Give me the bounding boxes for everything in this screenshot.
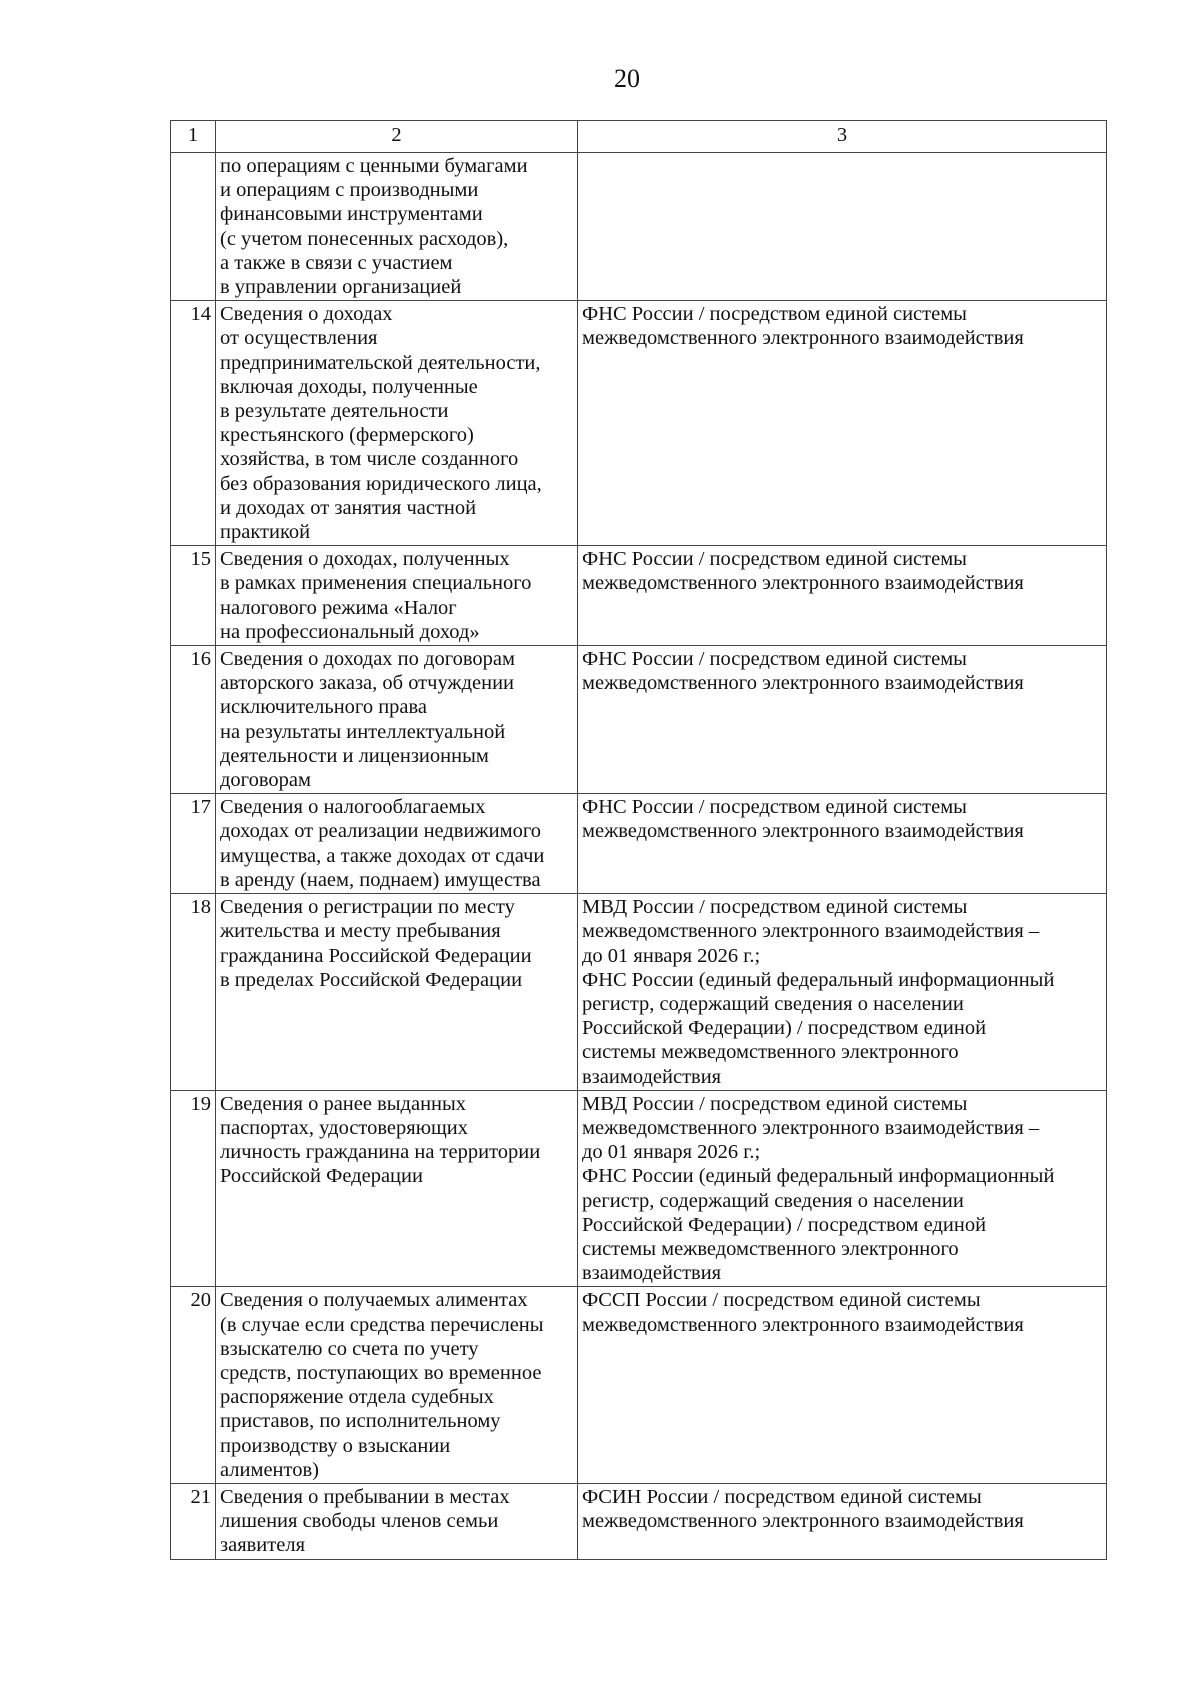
table-row (171, 1287, 1107, 1484)
source-line: регистр, содержащий сведения о населении (582, 1189, 964, 1212)
description-line: Сведения о доходах (220, 303, 393, 326)
description-line: (в случае если средства перечислены (220, 1313, 544, 1336)
source-line: Российской Федерации) / посредством единой (582, 1213, 987, 1236)
row-source (578, 1287, 1107, 1484)
table-row (171, 301, 1107, 546)
row-description (216, 1090, 578, 1287)
row-description (216, 301, 578, 546)
description-line: на профессиональный доход» (220, 620, 480, 643)
source-line: системы межведомственного электронного (582, 1237, 959, 1260)
table-row (171, 1483, 1107, 1559)
description-line: жительства и месту пребывания (220, 920, 501, 943)
row-source (578, 646, 1107, 794)
header-cell-source: 3 (578, 121, 1107, 153)
source-line: МВД России / посредством единой системы (582, 896, 968, 919)
description-line: (с учетом понесенных расходов), (220, 227, 509, 250)
table-row (171, 153, 1107, 301)
description-line: лишения свободы членов семьи (220, 1510, 499, 1533)
services-table (170, 120, 1107, 1560)
description-line: налогового режима «Налог (220, 596, 457, 619)
description-line: личность гражданина на территории (220, 1141, 541, 1164)
source-line: взаимодействия (582, 1065, 722, 1088)
source-line: ФНС России / посредством единой системы (582, 648, 967, 671)
description-line: паспортах, удостоверяющих (220, 1116, 469, 1139)
description-line: договорам (220, 769, 311, 792)
source-line: межведомственного электронного взаимодействия (582, 672, 1024, 695)
description-line: доходах от реализации недвижимого (220, 820, 541, 843)
source-line: ФССП России / посредством единой системы (582, 1289, 981, 1312)
row-number: 16 (171, 646, 216, 794)
row-description (216, 1287, 578, 1484)
row-number: 14 (171, 301, 216, 546)
source-line: Российской Федерации) / посредством единой (582, 1017, 987, 1040)
description-line: имущества, а также доходах от сдачи (220, 844, 545, 867)
description-line: практикой (220, 521, 311, 544)
description-line: в результате деятельности (220, 400, 449, 423)
source-line: взаимодействия (582, 1262, 722, 1285)
description-line: а также в связи с участием (220, 251, 453, 274)
description-line: Сведения о получаемых алиментах (220, 1289, 528, 1312)
description-line: в управлении организацией (220, 276, 462, 299)
description-line: Сведения о регистрации по месту (220, 896, 515, 919)
description-line: исключительного права (220, 696, 428, 719)
source-line: до 01 января 2026 г.; (582, 1141, 761, 1164)
description-line: по операциям с ценными бумагами (220, 155, 528, 177)
source-line: межведомственного электронного взаимодействия (582, 572, 1024, 595)
table-header-row (171, 121, 1107, 153)
description-line: Сведения о доходах по договорам (220, 648, 515, 671)
table-row (171, 794, 1107, 894)
description-line: приставов, по исполнительному (220, 1410, 501, 1433)
description-line: алиментов) (220, 1458, 319, 1481)
description-line: Сведения о доходах, полученных (220, 548, 510, 571)
description-line: заявителя (220, 1534, 305, 1557)
row-source (578, 153, 1107, 301)
row-source (578, 1090, 1107, 1287)
row-number: 20 (171, 1287, 216, 1484)
row-description (216, 894, 578, 1091)
row-source (578, 301, 1107, 546)
row-description (216, 546, 578, 646)
row-source (578, 794, 1107, 894)
description-line: гражданина Российской Федерации (220, 944, 532, 967)
source-line: межведомственного электронного взаимодействия (582, 327, 1024, 350)
description-line: в пределах Российской Федерации (220, 968, 523, 991)
description-line: на результаты интеллектуальной (220, 720, 506, 743)
row-number: 17 (171, 794, 216, 894)
table-row (171, 546, 1107, 646)
source-line: ФНС России (единый федеральный информационный (582, 968, 1055, 991)
row-description (216, 794, 578, 894)
source-line: межведомственного электронного взаимодействия (582, 820, 1024, 843)
source-line: межведомственного электронного взаимодействия – (582, 1116, 1040, 1139)
description-line: Сведения о пребывании в местах (220, 1485, 510, 1508)
row-description (216, 153, 578, 301)
description-line: финансовыми инструментами (220, 203, 483, 226)
source-line: межведомственного электронного взаимодействия (582, 1510, 1024, 1533)
row-number: 19 (171, 1090, 216, 1287)
source-line: системы межведомственного электронного (582, 1041, 959, 1064)
row-source (578, 894, 1107, 1091)
source-line: ФНС России (единый федеральный информационный (582, 1165, 1055, 1188)
description-line: Сведения о ранее выданных (220, 1092, 467, 1115)
description-line: без образования юридического лица, (220, 472, 542, 495)
table-row (171, 1090, 1107, 1287)
row-number (171, 153, 216, 301)
row-description (216, 646, 578, 794)
row-number: 18 (171, 894, 216, 1091)
source-line: ФНС России / посредством единой системы (582, 796, 967, 819)
row-number: 15 (171, 546, 216, 646)
source-line: ФНС России / посредством единой системы (582, 548, 967, 571)
header-cell-description: 2 (216, 121, 578, 153)
row-description (216, 1483, 578, 1559)
description-line: взыскателю со счета по учету (220, 1337, 479, 1360)
description-line: авторского заказа, об отчуждении (220, 672, 515, 695)
description-line: крестьянского (фермерского) (220, 424, 474, 447)
source-line: регистр, содержащий сведения о населении (582, 992, 964, 1015)
source-line: ФНС России / посредством единой системы (582, 303, 967, 326)
description-line: производству о взыскании (220, 1434, 451, 1457)
source-line: ФСИН России / посредством единой системы (582, 1485, 982, 1508)
description-line: от осуществления (220, 327, 378, 350)
description-line: и операциям с производными (220, 179, 479, 202)
table-row (171, 894, 1107, 1091)
row-source (578, 546, 1107, 646)
source-line: межведомственного электронного взаимодействия (582, 1313, 1024, 1336)
row-number: 21 (171, 1483, 216, 1559)
description-line: средств, поступающих во временное (220, 1361, 542, 1384)
description-line: деятельности и лицензионным (220, 744, 489, 767)
description-line: и доходах от занятия частной (220, 496, 477, 519)
source-line: до 01 января 2026 г.; (582, 944, 761, 967)
description-line: в аренду (наем, поднаем) имущества (220, 868, 541, 891)
table-row (171, 646, 1107, 794)
page-number: 20 (614, 64, 640, 93)
description-line: Сведения о налогооблагаемых (220, 796, 486, 819)
description-line: включая доходы, полученные (220, 375, 478, 398)
source-line: МВД России / посредством единой системы (582, 1092, 968, 1115)
description-line: предпринимательской деятельности, (220, 351, 541, 374)
description-line: распоряжение отдела судебных (220, 1386, 494, 1409)
row-source (578, 1483, 1107, 1559)
header-cell-number: 1 (171, 121, 216, 153)
source-line: межведомственного электронного взаимодействия – (582, 920, 1040, 943)
description-line: в рамках применения специального (220, 572, 532, 595)
description-line: Российской Федерации (220, 1165, 423, 1188)
description-line: хозяйства, в том числе созданного (220, 448, 519, 471)
